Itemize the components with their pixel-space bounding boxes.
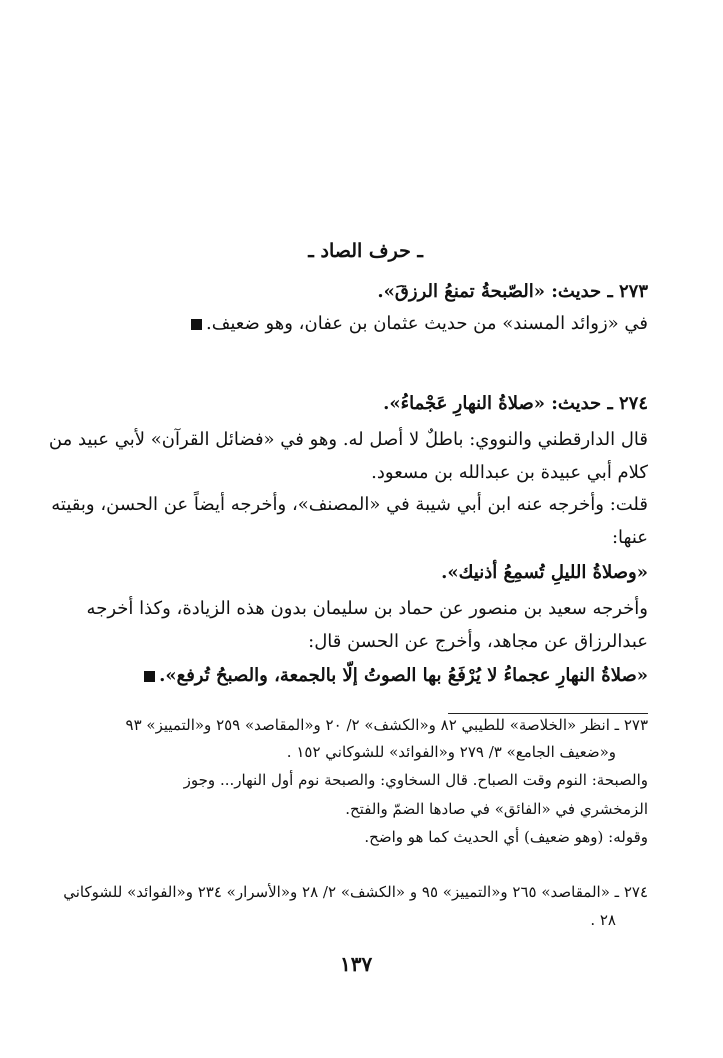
page-number: ١٣٧ [340, 952, 373, 976]
section-title: ـ حرف الصاد ـ [308, 240, 423, 262]
footnote-273-line: والصبحة: النوم وقت الصباح. قال السخاوي: والصبحة نوم أول النهار... وجوز [183, 771, 648, 789]
entry-274-quote: «وصلاةُ الليلِ تُسمِعُ أذنيك». [441, 562, 648, 583]
footnote-273-line: الزمخشري في «الفائق» في صادها الضمّ والفتح. [345, 800, 648, 818]
entry-274-line: كلام أبي عبيدة بن عبدالله بن مسعود. [371, 462, 648, 483]
end-marker-icon [191, 319, 202, 330]
footnote-274-line: ٢٨ . [590, 911, 616, 929]
entry-274-line: عنها: [611, 527, 648, 548]
entry-274-quote: «صلاةُ النهارِ عجماءُ لا يُرْفَعُ بها الصوتُ إلّا بالجمعة، والصبحُ تُرفع». [58, 660, 648, 692]
footnote-274-line: ٢٧٤ ـ «المقاصد» ٢٦٥ و«التمييز» ٩٥ و «الكشف» ٢/ ٢٨ و«الأسرار» ٢٣٤ و«الفوائد» للشوكاني [63, 883, 648, 901]
footnote-273-line: ٢٧٣ ـ انظر «الخلاصة» للطيبي ٨٢ و«الكشف» ٢/ ٢٠ و«المقاصد» ٢٥٩ و«التمييز» ٩٣ [125, 716, 648, 734]
entry-274-line: عبدالرزاق عن مجاهد، وأخرج عن الحسن قال: [308, 631, 648, 652]
footnote-273-line: وقوله: (وهو ضعيف) أي الحديث كما هو واضح. [364, 828, 648, 846]
entry-274-line: قلت: وأخرجه عنه ابن أبي شيبة في «المصنف»، وأخرجه أيضاً عن الحسن، وبقيته [51, 494, 648, 515]
end-marker-icon [144, 671, 155, 682]
entry-274-line: قال الدارقطني والنووي: باطلٌ لا أصل له. وهو في «فضائل القرآن» لأبي عبيد من [48, 429, 648, 450]
entry-273-line: في «زوائد المسند» من حديث عثمان بن عفان، وهو ضعيف. [58, 308, 648, 340]
footnote-273-line: و«ضعيف الجامع» ٣/ ٢٧٩ و«الفوائد» للشوكاني ١٥٢ . [286, 743, 616, 761]
entry-273-heading: ٢٧٣ ـ حديث: «الصّبحةُ تمنعُ الرزقَ». [377, 281, 648, 302]
entry-274-heading: ٢٧٤ ـ حديث: «صلاةُ النهارِ عَجْماءُ». [383, 393, 648, 414]
entry-274-line: وأخرجه سعيد بن منصور عن حماد بن سليمان بدون هذه الزيادة، وكذا أخرجه [86, 598, 648, 619]
